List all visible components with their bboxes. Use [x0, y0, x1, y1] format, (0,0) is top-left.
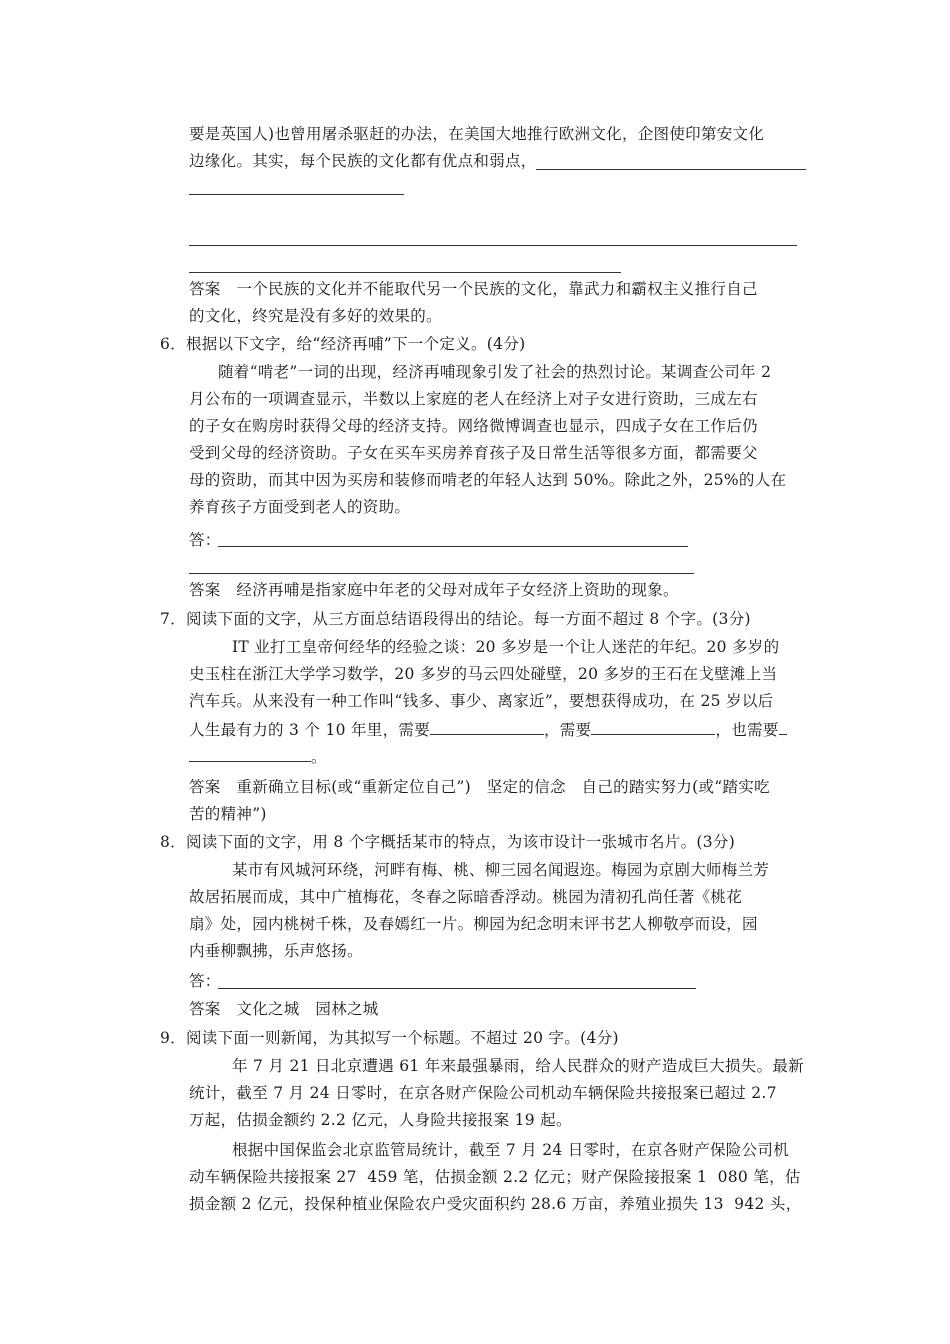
q7-fill-text-a: 人生最有力的 3 个 10 年里，需要 — [189, 721, 430, 739]
q7-blank-3b — [189, 745, 311, 762]
q7-passage-line-5 — [189, 745, 327, 767]
q6-stem: 6．根据以下文字，给“经济再哺”下一个定义。(4分) — [160, 335, 526, 353]
q7-blank-2 — [591, 718, 715, 735]
q9-news-line-2: 统计，截至 7 月 24 日零时，在京各财产保险公司机动车辆保险共接报案已超过 2.7 — [189, 1084, 777, 1102]
q9-news-line-4: 根据中国保监会北京监管局统计，截至 7 月 24 日零时，在京各财产保险公司机 — [232, 1141, 789, 1159]
q7-fill-end: 。 — [311, 748, 327, 766]
q9-news-line-5: 动车辆保险共接报案 27 459 笔，估损金额 2.2 亿元；财产保险接报案 1 080 笔，估 — [189, 1168, 801, 1186]
q5-text-line-1: 要是英国人)也曾用屠杀驱赶的办法，在美国大地推行欧洲文化，企图使印第安文化 — [189, 125, 765, 143]
q5-answer-line-1: 答案 一个民族的文化并不能取代另一个民族的文化，靠武力和霸权主义推行自己 — [189, 280, 758, 298]
q7-blank-1 — [430, 718, 544, 735]
q7-fill-text-b: ，需要 — [544, 721, 592, 739]
q9-news-line-3: 万起，估损金额约 2.2 亿元，人身险共接报案 19 起。 — [189, 1111, 572, 1129]
q5-answer-line-2: 的文化，终究是没有多好的效果的。 — [189, 307, 442, 325]
q7-passage-line-1: IT 业打工皇帝何经华的经验之谈：20 多岁是一个让人迷茫的年纪。20 多岁的 — [232, 638, 780, 656]
q9-stem: 9．阅读下面一则新闻，为其拟写一个标题。不超过 20 字。(4分) — [160, 1029, 619, 1047]
q8-answer-blank — [218, 988, 696, 989]
q8-passage-line-4: 内垂柳飘拂，乐声悠扬。 — [189, 942, 363, 960]
q6-passage-line-3: 的子女在购房时获得父母的经济支持。网络微博调查也显示，四成子女在工作后仍 — [189, 417, 758, 435]
q8-answer-prompt: 答： — [189, 972, 221, 990]
q6-passage-line-6: 养育孩子方面受到老人的资助。 — [189, 498, 411, 516]
q6-answer-blank-1 — [218, 546, 688, 547]
q6-answer: 答案 经济再哺是指家庭中年老的父母对成年子女经济上资助的现象。 — [189, 581, 679, 599]
q7-fill-text-c: ，也需要 — [715, 721, 779, 739]
q6-passage-line-5: 母的资助，而其中因为买房和装修而啃老的年轻人达到 50%。除此之外，25%的人在 — [189, 471, 787, 489]
q9-news-line-1: 年 7 月 21 日北京遭遇 61 年来最强暴雨，给人民群众的财产造成巨大损失。最新 — [232, 1057, 804, 1075]
q5-answer-blank-2 — [189, 194, 404, 195]
q7-answer-line-1: 答案 重新确立目标(或“重新定位自己”) 坚定的信念 自己的踏实努力(或“踏实吃 — [189, 778, 770, 796]
q6-passage-line-4: 受到父母的经济资助。子女在买车买房养育孩子及日常生活等很多方面，都需要父 — [189, 444, 758, 462]
q7-passage-line-2: 史玉柱在浙江大学学习数学，20 多岁的马云四处碰壁，20 多岁的王石在戈壁滩上当 — [189, 665, 778, 683]
q7-stem: 7．阅读下面的文字，从三方面总结语段得出的结论。每一方面不超过 8 个字。(3分) — [160, 610, 751, 628]
q5-answer-blank-4 — [189, 272, 621, 273]
q5-text-line-2: 边缘化。其实，每个民族的文化都有优点和弱点， — [189, 152, 537, 170]
q7-answer-line-2: 苦的精神”) — [189, 805, 267, 823]
q8-stem: 8．阅读下面的文字，用 8 个字概括某市的特点，为该市设计一张城市名片。(3分) — [160, 833, 736, 851]
q6-passage-line-2: 月公布的一项调查显示，半数以上家庭的老人在经济上对子女进行资助，三成左右 — [189, 390, 758, 408]
q8-passage-line-3: 扇》处，园内桃树千株，及春嫣红一片。柳园为纪念明末评书艺人柳敬亭而设，园 — [189, 915, 758, 933]
q7-passage-line-4 — [189, 718, 787, 740]
q6-answer-prompt: 答： — [189, 531, 221, 549]
q5-answer-blank-1 — [536, 169, 806, 170]
q7-passage-line-3: 汽车兵。从来没有一种工作叫“钱多、事少、离家近”，要想获得成功，在 25 岁以后 — [189, 692, 774, 710]
q7-blank-3a — [779, 718, 787, 735]
q8-passage-line-2: 故居拓展而成，其中广植梅花，冬春之际暗香浮动。桃园为清初孔尚任著《桃花 — [189, 888, 743, 906]
q5-answer-blank-3 — [189, 245, 797, 246]
q9-news-line-6: 损金额 2 亿元，投保种植业保险农户受灾面积约 28.6 万亩，养殖业损失 13 942 头， — [189, 1195, 802, 1213]
q8-passage-line-1: 某市有风城河环绕，河畔有梅、桃、柳三园名闻遐迩。梅园为京剧大师梅兰芳 — [232, 861, 770, 879]
q8-answer: 答案 文化之城 园林之城 — [189, 1000, 379, 1018]
q6-answer-blank-2 — [189, 573, 694, 574]
q6-passage-line-1: 随着“啃老”一词的出现，经济再哺现象引发了社会的热烈讨论。某调查公司年 2 — [218, 363, 772, 381]
